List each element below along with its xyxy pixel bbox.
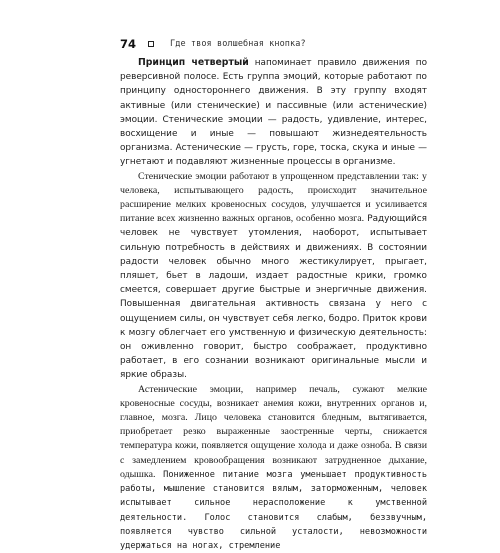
- page-header: [120, 36, 420, 52]
- paragraph-text: Радующийся человек не чувствует утомления, наоборот, испытывает сильную потребность в действиях и движениях. В состоянии радости человек обычно много жестикулирует, прыгает, пляшет, бьет в ладоши, издает радостные крики, громко смеется, совершает другие быстрые и энергичные движения. Повышенная двигательная активность связана у него с ощущением силы, он чувствует себя легко, бодро. Приток крови к мозгу облегчает его умственную и физическую деятельность: он оживленно говорит, быстро соображает, продуктивно работает, в его сознании возникают оригинальные мысли и яркие образы.: [120, 214, 427, 381]
- paragraph-sthenic: [120, 170, 427, 383]
- paragraph-text: Пониженное питание мозга уменьшает продуктивность работы, мышление становится вялым, заторможенным, человек испытывает сильное нерасположение к умственной деятельности. Голос становится слабым, беззвучным, появляется чувство сильной усталости, невозможности удержаться на ногах, стремление: [120, 469, 427, 551]
- body-text: [120, 56, 427, 553]
- square-marker-icon: [148, 41, 154, 47]
- paragraph-asthenic: [120, 383, 427, 553]
- paragraph-text: Стенические эмоции работают в упрощенном представлении так: у человека, испытывающего радость, происходит значительное расширение мелких кровеносных сосудов, улучшается и усиливается питание всех жизненно важных органов, особенно мозга.: [120, 170, 427, 225]
- paragraph-principle-four: [120, 56, 427, 170]
- principle-heading: Принцип четвертый: [138, 57, 249, 68]
- page-number: 74: [120, 37, 137, 51]
- running-head: Где твоя волшебная кнопка?: [170, 39, 306, 49]
- paragraph-text: напоминает правило движения по реверсивной полосе. Есть группа эмоций, которые работают по принципу одностороннего движения. В эту группу входят активные (или стенические) и пассивные (или астенические) эмоции. Стенические эмоции — радость, удивление, интерес, восхищение и иные — повышают жизнедеятельность организма. Астенические — грусть, горе, тоска, скука и иные — угнетают и подавляют жизненные процессы в организме.: [120, 58, 427, 168]
- paragraph-text: Астенические эмоции, например печаль, сужают мелкие кровеносные сосуды, возникает анемия кожи, внутренних органов и, главное, мозга. Лицо человека становится бледным, вытягивается, приобретает резко выраженные заостренные черты, снижается температура кожи, появляется ощущение холода и даже озноба. В связи с замедлением кровообращения возникают затрудненное дыхание, одышка.: [120, 383, 427, 480]
